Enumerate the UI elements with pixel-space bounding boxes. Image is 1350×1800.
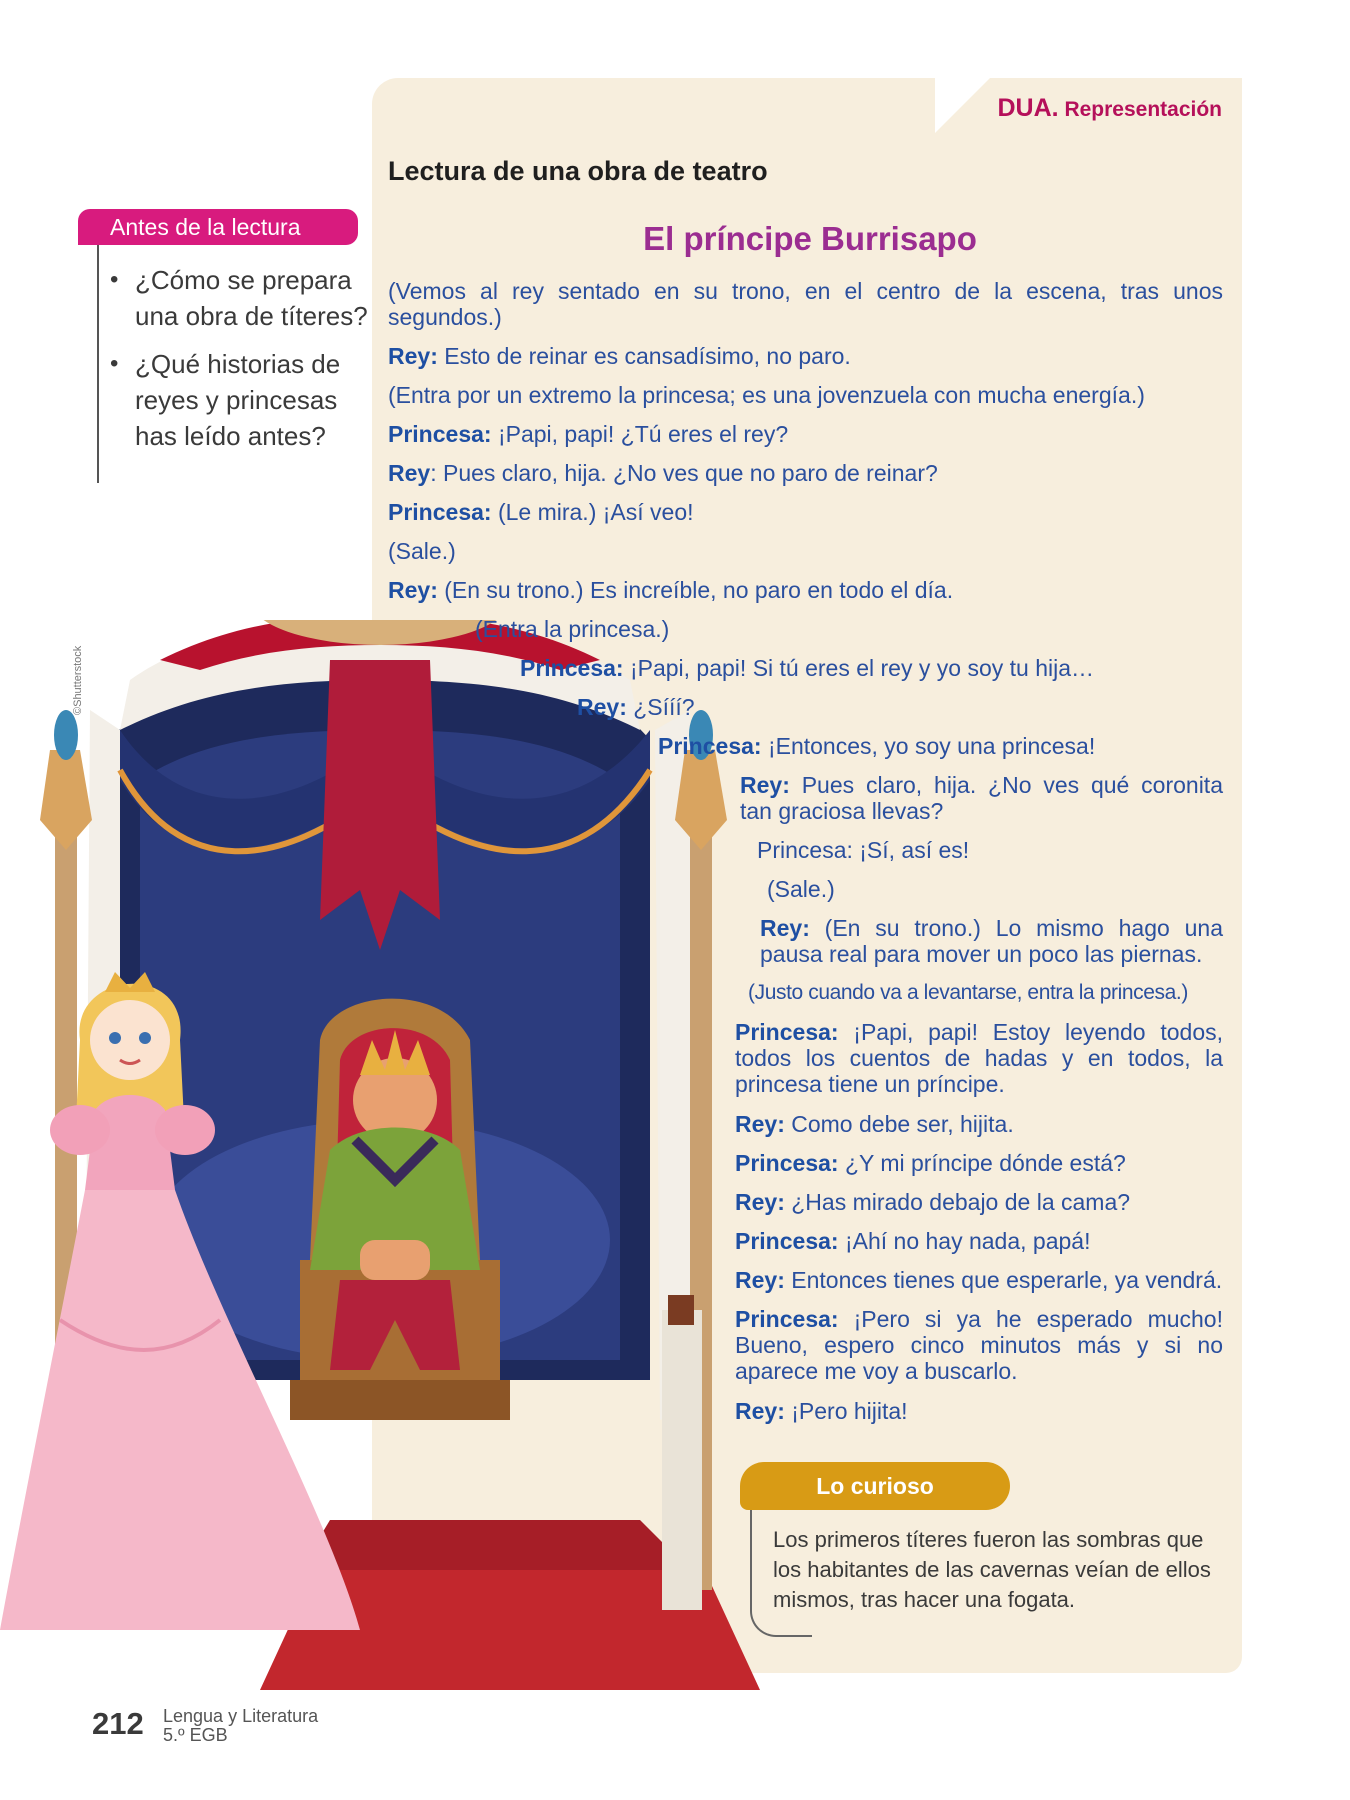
stage-direction: (Justo cuando va a levantarse, entra la princesa.) [748, 981, 1188, 1004]
stage-direction: (Entra por un extremo la princesa; es una jovenzuela con mucha energía.) [388, 382, 1145, 408]
dialogue-line: Princesa: ¡Sí, así es! [757, 837, 970, 863]
curioso-header: Lo curioso [740, 1462, 1010, 1510]
grade-label: 5.º EGB [163, 1725, 228, 1745]
before-reading-rule [97, 245, 99, 483]
dialogue-line: Princesa: ¡Papi, papi! Si tú eres el rey y yo soy tu hija… [520, 655, 1094, 681]
subject-name: Lengua y Literatura [163, 1706, 319, 1726]
stage-direction: (Entra la princesa.) [475, 616, 670, 642]
page-number: 212 [92, 1706, 144, 1741]
dialogue-line: Rey: (En su trono.) Es increíble, no paro en todo el día. [388, 577, 954, 603]
dialogue-line: Rey: (En su trono.) Lo mismo hago una pausa real para mover un poco las piernas. [760, 915, 1223, 967]
curioso-text: Los primeros títeres fueron las sombras que los habitantes de las cavernas veían de ellos mismos, tras hacer una fogata. [773, 1527, 1211, 1612]
list-item: • ¿Qué historias de reyes y princesas has leído antes? [110, 349, 341, 451]
dialogue-line: Rey: Pues claro, hija. ¿No ves que no paro de reinar? [388, 460, 938, 486]
footer-subject [163, 1707, 318, 1745]
list-item: • ¿Cómo se prepara una obra de títeres? [110, 265, 368, 331]
image-credit: ©Shutterstock [72, 645, 84, 715]
dialogue-line: Rey: Esto de reinar es cansadísimo, no paro. [388, 343, 851, 369]
stage-direction: (Sale.) [767, 876, 835, 902]
dialogue-line: Princesa: ¡Papi, papi! Estoy leyendo todos, todos los cuentos de hadas y en todos, la princesa tiene un príncipe. [735, 1019, 1223, 1097]
stage-direction: (Sale.) [388, 538, 456, 564]
dialogue-line: Princesa: ¡Pero si ya he esperado mucho! Bueno, espero cinco minutos más y si no aparece me voy a buscarlo. [735, 1306, 1223, 1384]
throne-illustration [0, 620, 780, 1690]
dialogue-line: Rey: Entonces tienes que esperarle, ya vendrá. [735, 1267, 1223, 1293]
dialogue-line: Princesa: (Le mira.) ¡Así veo! [388, 499, 694, 525]
dialogue-line: Rey: ¿Has mirado debajo de la cama? [735, 1189, 1131, 1215]
dialogue-line: Rey: Como debe ser, hijita. [735, 1111, 1014, 1137]
dialogue-line: Princesa: ¡Ahí no hay nada, papá! [735, 1228, 1091, 1254]
before-reading-header: Antes de la lectura [78, 209, 358, 245]
dialogue-line: Rey: ¿Sííí? [577, 694, 695, 720]
dua-tab-notch [935, 78, 990, 133]
dua-label: DUA. Representación [997, 94, 1222, 122]
section-title: Lectura de una obra de teatro [388, 156, 768, 186]
play-title: El príncipe Burrisapo [643, 220, 977, 257]
dialogue-line: Rey: ¡Pero hijita! [735, 1398, 908, 1424]
stage-direction: (Vemos al rey sentado en su trono, en el centro de la escena, tras unos segundos.) [388, 278, 1223, 330]
dialogue-line: Princesa: ¡Papi, papi! ¿Tú eres el rey? [388, 421, 789, 447]
dialogue-line: Rey: Pues claro, hija. ¿No ves qué coronita tan graciosa llevas? [740, 772, 1223, 824]
before-reading-list [108, 262, 370, 466]
dialogue-line: Princesa: ¿Y mi príncipe dónde está? [735, 1150, 1126, 1176]
dialogue-line: Princesa: ¡Entonces, yo soy una princesa! [658, 733, 1096, 759]
